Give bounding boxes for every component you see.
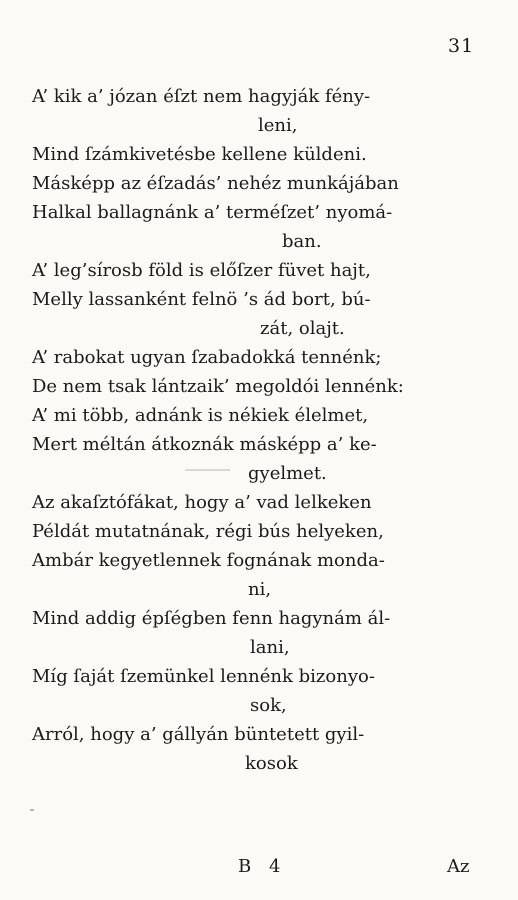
poem-line-22: sok, [250, 695, 287, 716]
printer-signature: B 4 [238, 856, 287, 877]
poem-line-1: A’ kik a’ józan éſzt nem hagyják fény- [32, 86, 371, 107]
poem-line-7: A’ leg’sírosb föld is előſzer füvet hajt, [32, 260, 371, 281]
poem-line-13: Mert méltán átkoznák másképp a’ ke- [32, 434, 377, 455]
poem-line-23: Arról, hogy a’ gállyán büntetett gyil- [32, 724, 365, 745]
poem-line-19: Mind addig épſégben fenn hagynám ál- [32, 608, 391, 629]
page-number: 31 [448, 35, 475, 57]
poem-line-9: zát, olajt. [260, 318, 345, 339]
poem-line-16: Példát mutatnának, régi bús helyeken, [32, 521, 384, 542]
poem-line-12: A’ mi több, adnánk is nékiek élelmet, [32, 405, 369, 426]
poem-line-10: A’ rabokat ugyan ſzabadokká tennénk; [32, 347, 382, 368]
poem-line-5: Halkal ballagnánk a’ terméſzet’ nyomá- [32, 202, 393, 223]
poem-line-18: ni, [248, 579, 272, 600]
poem-line-3: Mind ſzámkivetésbe kellene küldeni. [32, 144, 367, 165]
poem-line-4: Másképp az éſzadás’ nehéz munkájában [32, 173, 399, 194]
poem-line-21: Míg ſaját ſzemünkel lennénk bizonyo- [32, 666, 375, 687]
poem-line-17: Ambár kegyetlennek fognának monda- [32, 550, 385, 571]
poem-line-8: Melly lassanként felnö ’s ád bort, bú- [32, 289, 371, 310]
poem-line-6: ban. [282, 231, 322, 252]
poem-line-20: lani, [250, 637, 290, 658]
poem-line-15: Az akaſztófákat, hogy a’ vad lelkeken [32, 492, 372, 513]
catchword: Az [447, 856, 470, 877]
poem-line-11: De nem tsak lántzaik’ megoldói lennénk: [32, 376, 404, 397]
poem-line-24: kosok [245, 753, 298, 774]
poem-line-2: leni, [258, 115, 298, 136]
poem-line-14: gyelmet. [248, 463, 327, 484]
